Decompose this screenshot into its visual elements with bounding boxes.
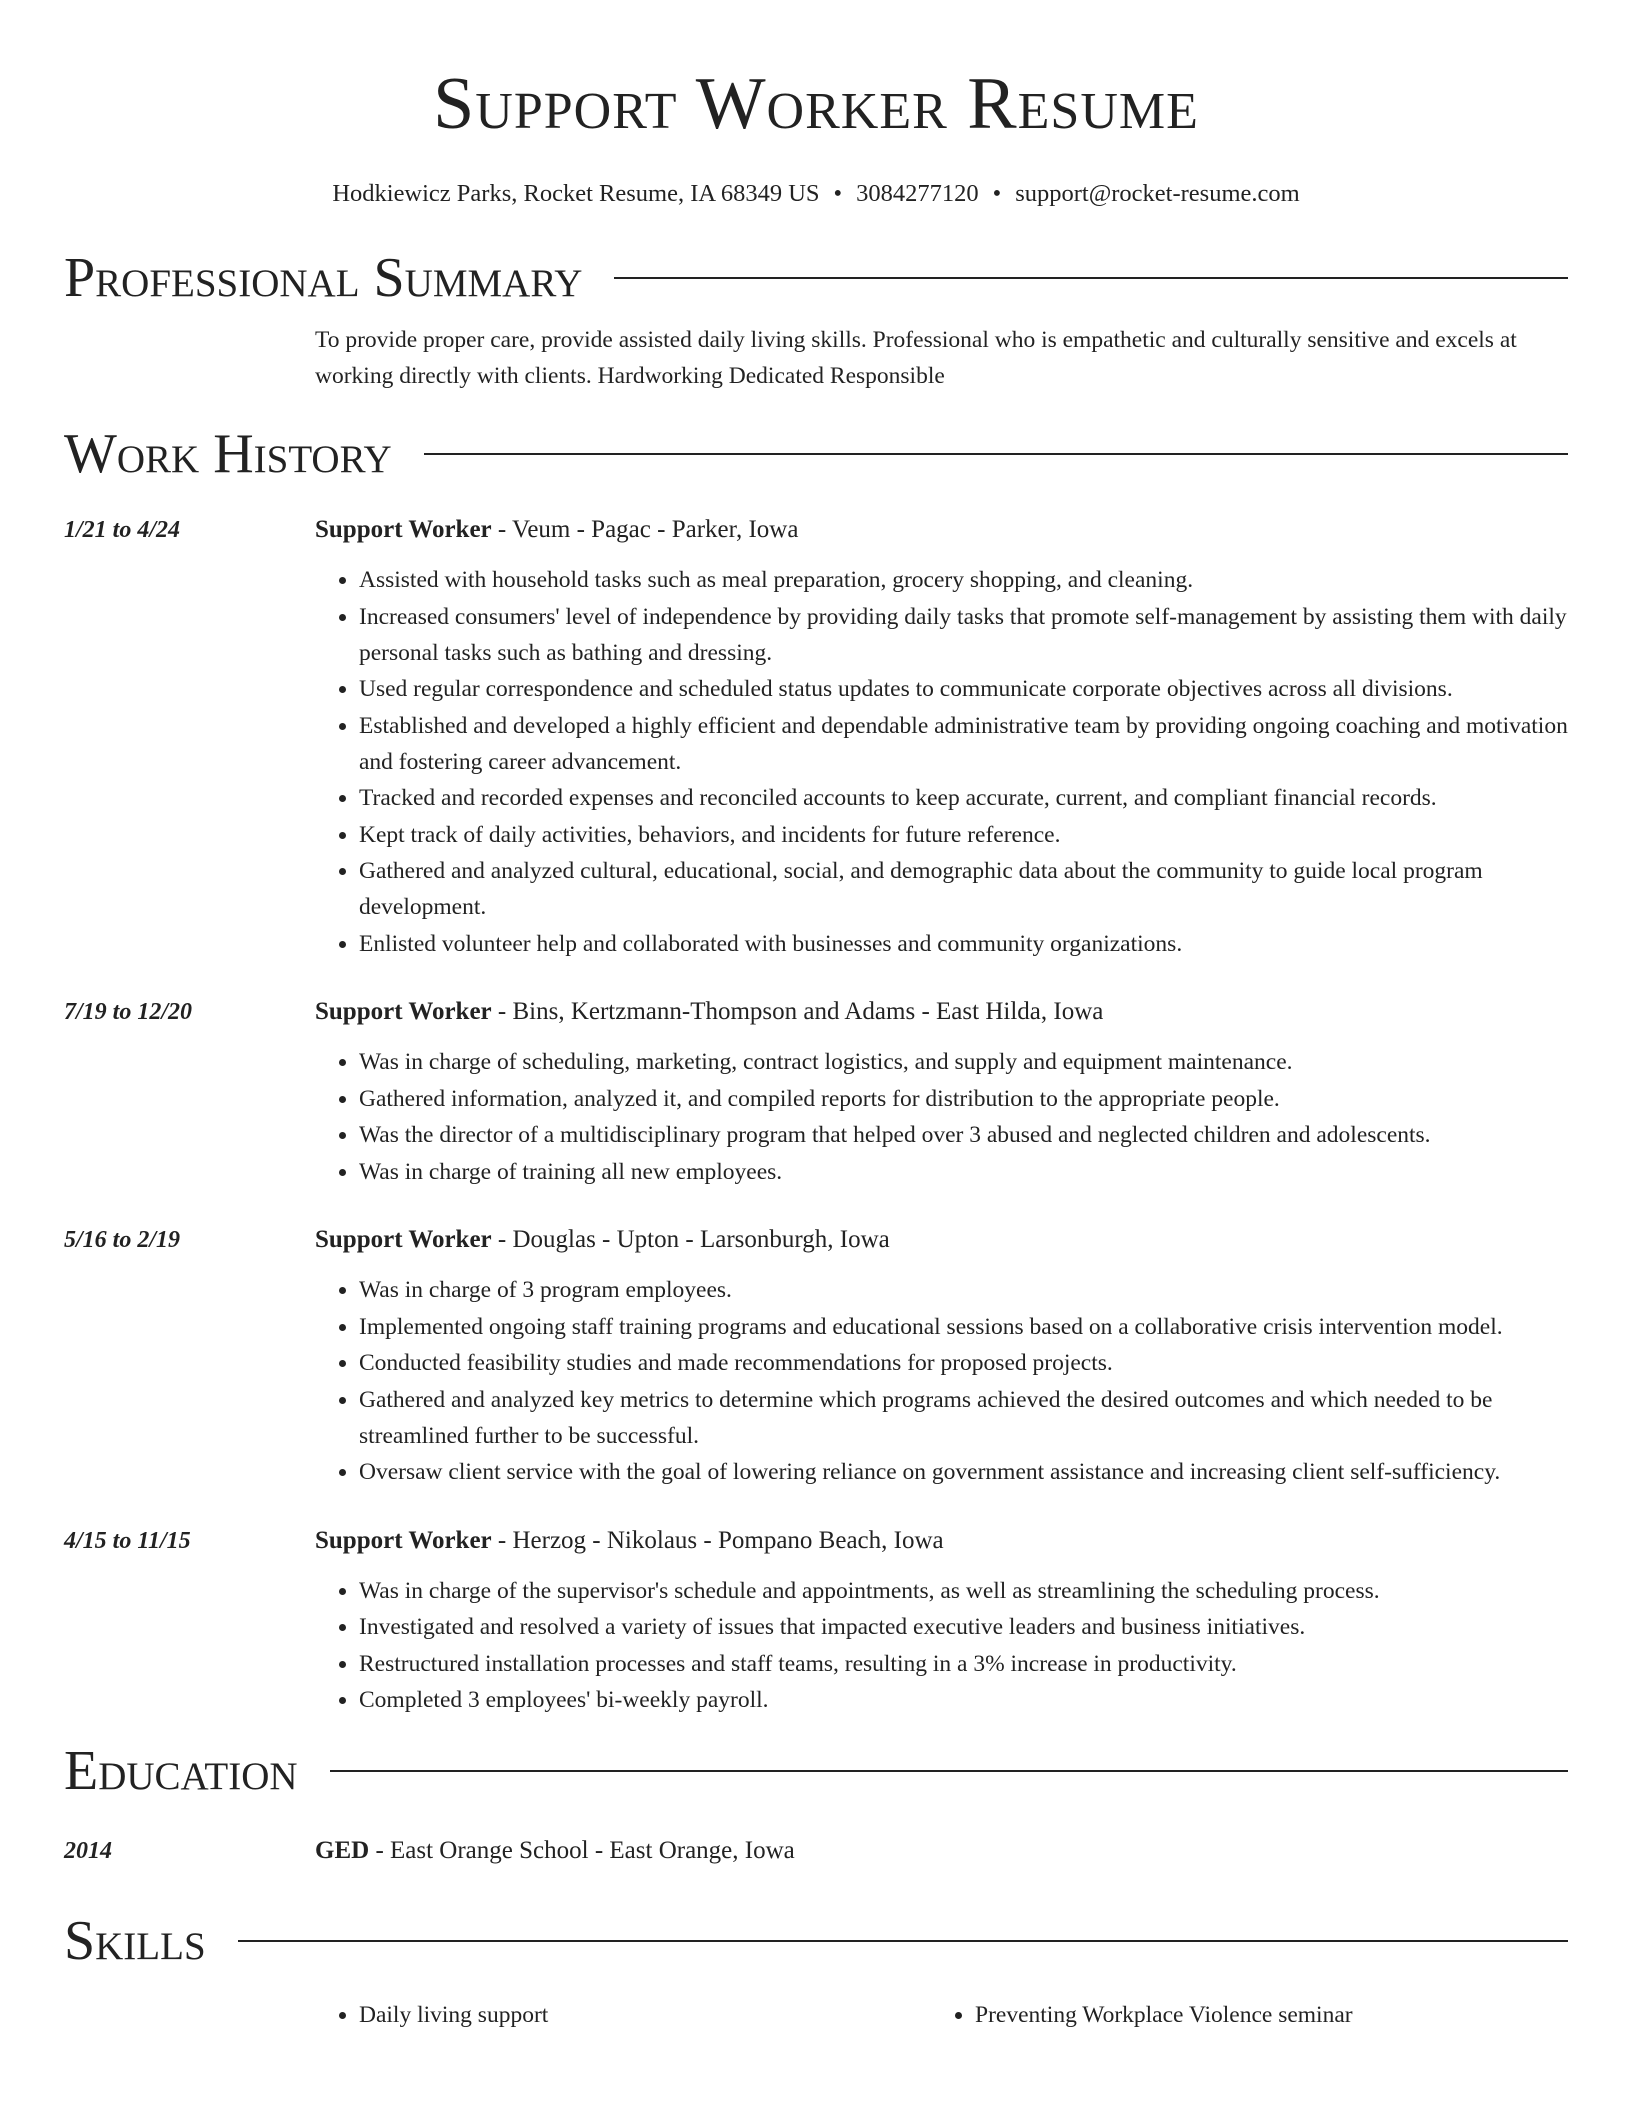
list-item: • Gathered information, analyzed it, and compiled reports for distribution to the appropriate people.: [359, 1081, 1568, 1117]
education-body: [315, 1833, 1568, 1869]
bullet-separator: •: [992, 180, 1002, 207]
education-year: 2014: [64, 1837, 112, 1864]
job-role: Support Worker: [315, 1226, 492, 1253]
list-item: • Used regular correspondence and scheduled status updates to communicate corporate objectives across all divisions.: [359, 671, 1568, 707]
job-body: [315, 1222, 1568, 1491]
job-body: [315, 1523, 1568, 1719]
job-entry: [64, 994, 1568, 1190]
job-employer: - Douglas - Upton - Larsonburgh, Iowa: [491, 1226, 890, 1253]
job-employer: - Veum - Pagac - Parker, Iowa: [491, 516, 799, 543]
job-role: Support Worker: [315, 1526, 492, 1554]
contact-email: support@rocket-resume.com: [1015, 180, 1300, 207]
job-dates: 4/15 to 11/15: [64, 1527, 191, 1554]
list-item: • Investigated and resolved a variety of issues that impacted executive leaders and business initiatives.: [359, 1609, 1568, 1645]
list-item: • Restructured installation processes and staff teams, resulting in a 3% increase in productivity.: [359, 1646, 1568, 1682]
education-section-header: [64, 1735, 1568, 1807]
job-title-line: [315, 1222, 1568, 1258]
list-item: • Assisted with household tasks such as meal preparation, grocery shopping, and cleaning.: [359, 562, 1568, 598]
bullet-separator: •: [833, 180, 843, 207]
section-divider: [614, 277, 1568, 279]
list-item: • Was in charge of 3 program employees.: [359, 1272, 1568, 1308]
contact-line: [64, 176, 1568, 212]
list-item: • Was in charge of scheduling, marketing, contract logistics, and supply and equipment maintenance.: [359, 1044, 1568, 1080]
skills-column-right: [931, 1997, 1547, 2033]
job-employer: - Bins, Kertzmann-Thompson and Adams - East Hilda, Iowa: [491, 998, 1104, 1025]
education-school: - East Orange School - East Orange, Iowa: [369, 1836, 795, 1864]
skill-item: • Preventing Workplace Violence seminar: [975, 1997, 1547, 2033]
skills-list: [315, 1997, 1568, 2033]
job-title-line: [315, 512, 1568, 548]
job-role: Support Worker: [315, 998, 492, 1025]
job-body: [315, 512, 1568, 962]
summary-heading: Professional Summary: [64, 247, 583, 309]
job-body: [315, 994, 1568, 1190]
summary-text: To provide proper care, provide assisted daily living skills. Professional who is empathetic and culturally sensitive and excels at working directly with clients. Hardworking Dedicated Responsible: [315, 327, 1517, 389]
list-item: • Was the director of a multidisciplinary program that helped over 3 abused and neglected children and adolescents.: [359, 1117, 1568, 1153]
job-dates: 1/21 to 4/24: [64, 517, 181, 543]
list-item: • Was in charge of training all new employees.: [359, 1154, 1568, 1190]
list-item: • Completed 3 employees' bi-weekly payroll.: [359, 1682, 1568, 1718]
job-bullets: [315, 1573, 1568, 1719]
job-bullets: [315, 1272, 1568, 1490]
education-entry: [64, 1833, 1568, 1869]
list-item: • Gathered and analyzed key metrics to determine which programs achieved the desired outcomes and which needed to be streamlined further to be successful.: [359, 1382, 1568, 1454]
resume-page: [64, 0, 1568, 2033]
job-bullets: [315, 1044, 1568, 1190]
education-heading: Education: [64, 1739, 298, 1802]
job-dates: 7/19 to 12/20: [64, 999, 193, 1025]
job-entry: [64, 1222, 1568, 1491]
education-line: [315, 1833, 1568, 1869]
skills-column-left: [315, 1997, 931, 2033]
contact-address: Hodkiewicz Parks, Rocket Resume, IA 68349 US: [332, 180, 820, 207]
job-dates: 5/16 to 2/19: [64, 1227, 181, 1253]
job-employer: - Herzog - Nikolaus - Pompano Beach, Iowa: [491, 1526, 944, 1554]
list-item: • Tracked and recorded expenses and reconciled accounts to keep accurate, current, and compliant financial records.: [359, 780, 1568, 816]
list-item: • Was in charge of the supervisor's schedule and appointments, as well as streamlining the scheduling process.: [359, 1573, 1568, 1609]
list-item: • Conducted feasibility studies and made recommendations for proposed projects.: [359, 1345, 1568, 1381]
skills-section-header: [64, 1905, 1568, 1977]
section-divider: [424, 453, 1568, 455]
skill-item: • Daily living support: [359, 1997, 931, 2033]
skills-heading: Skills: [64, 1909, 206, 1972]
job-role: Support Worker: [315, 516, 492, 543]
summary-section-header: [64, 242, 1568, 314]
list-item: • Enlisted volunteer help and collaborated with businesses and community organizations.: [359, 926, 1568, 962]
list-item: • Established and developed a highly efficient and dependable administrative team by providing ongoing coaching and motivation and fostering career advancement.: [359, 708, 1568, 780]
work-section-header: [64, 418, 1568, 490]
list-item: • Oversaw client service with the goal of lowering reliance on government assistance and increasing client self-sufficiency.: [359, 1454, 1568, 1490]
list-item: • Gathered and analyzed cultural, educational, social, and demographic data about the community to guide local program development.: [359, 853, 1568, 925]
job-entry: [64, 512, 1568, 962]
section-divider: [330, 1770, 1568, 1772]
job-title-line: [315, 994, 1568, 1030]
section-divider: [238, 1940, 1568, 1942]
job-entry: [64, 1523, 1568, 1719]
list-item: • Kept track of daily activities, behaviors, and incidents for future reference.: [359, 817, 1568, 853]
list-item: • Implemented ongoing staff training programs and educational sessions based on a collaborative crisis intervention model.: [359, 1309, 1568, 1345]
resume-title: Support Worker Resume: [433, 63, 1199, 145]
contact-phone: 3084277120: [856, 180, 979, 207]
job-title-line: [315, 1523, 1568, 1559]
list-item: • Increased consumers' level of independence by providing daily tasks that promote self-management by assisting them with daily personal tasks such as bathing and dressing.: [359, 599, 1568, 671]
education-degree: GED: [315, 1836, 370, 1864]
work-heading: Work History: [64, 423, 392, 485]
job-bullets: [315, 562, 1568, 962]
